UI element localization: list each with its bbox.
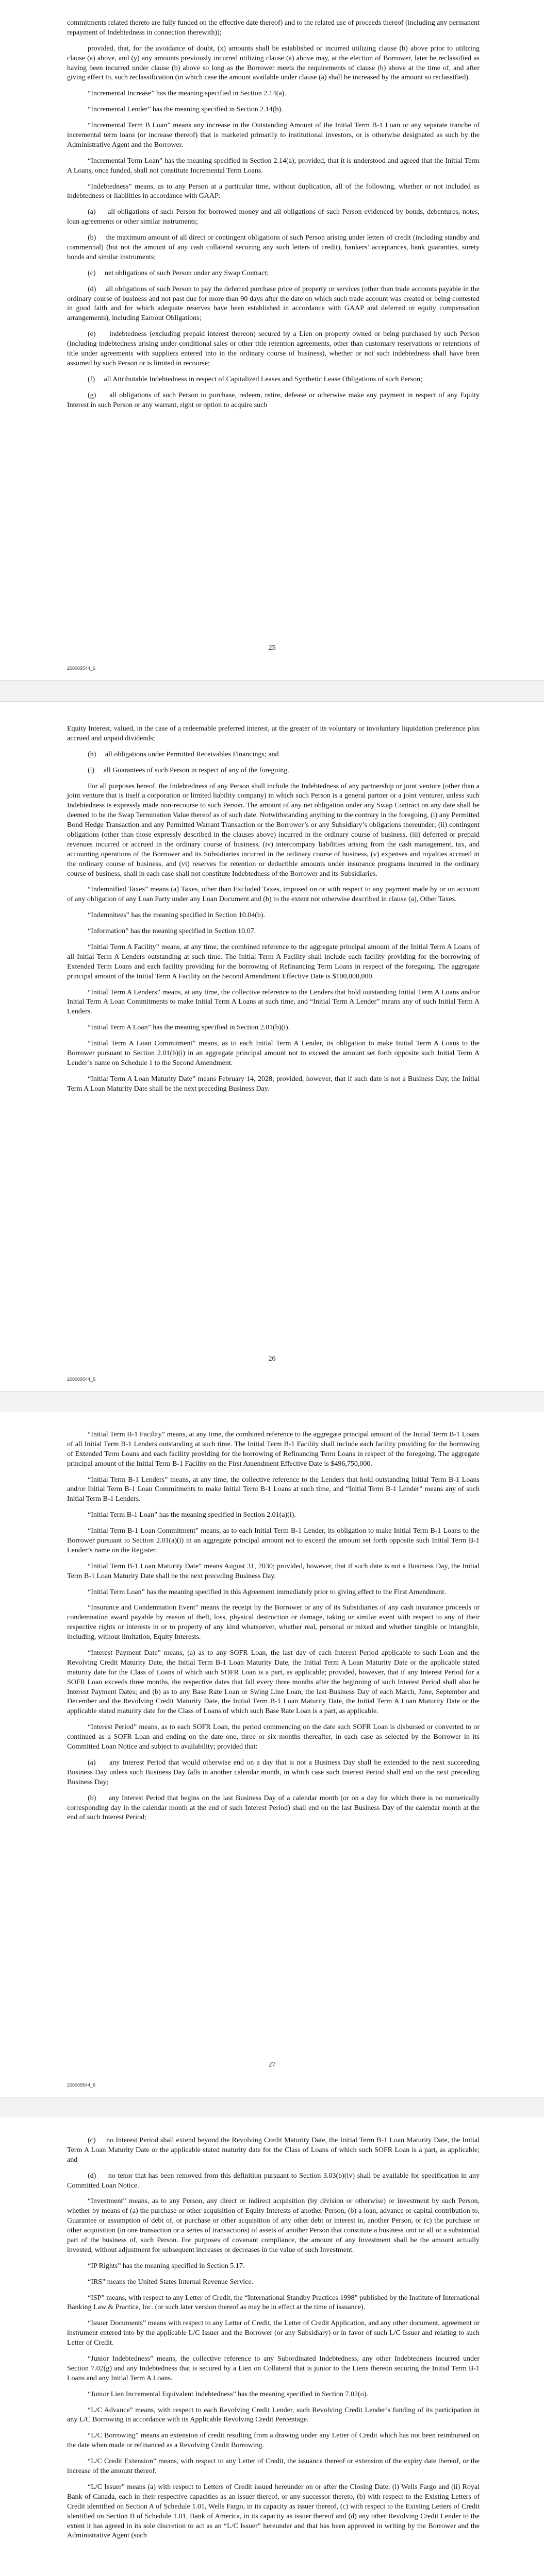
clause-d: (d) no tenor that has been removed from this definition pursuant to Section 3.03(b)(iv) shall be available for specification in any Committed Loan Notice. — [67, 2172, 480, 2190]
clause-c: (c) no Interest Period shall extend beyond the Revolving Credit Maturity Date, the Initial Term B-1 Loan Maturity Date, the Initial Term A Loan Maturity Date or the applicable stated maturity date for the Class of Loans of which such SOFR Loan is a part, as applicable; and — [67, 2137, 480, 2164]
definition-interest-period: “Interest Period” means, as to each SOFR Loan, the period commencing on the date such SOFR Loan is disbursed or converted to or continued as a SOFR Loan and ending on the date one, three or six months thereafter, in each case as selected by the Borrower in its Committed Loan Notice and subject to availability; provided that: — [67, 1723, 480, 1751]
document-page-28 — [0, 2117, 544, 2576]
definition-initial-term-b1-loan-maturity-date: “Initial Term B-1 Loan Maturity Date” means August 31, 2030; provided, however, that if such date is not a Business Day, the Initial Term B-1 Loan Maturity Date shall be the next preceding Business Day. — [67, 1562, 480, 1580]
definition-initial-term-a-loan: “Initial Term A Loan” has the meaning specified in Section 2.01(b)(i). — [88, 1024, 290, 1032]
clause-e: (e) indebtedness (excluding prepaid interest thereon) secured by a Lien on property owned or being purchased by such Person (including indebtedness arising under conditional sales or other title retention agreements, other than customary reservations or retentions of title under agreements with suppliers entered into in the ordinary course of business), whether or not such indebtedness shall have been assumed by such Person or is limited in recourse; — [67, 330, 480, 367]
definition-lc-credit-extension: “L/C Credit Extension” means, with respect to any Letter of Credit, the issuance thereof or extension of the expiry date thereof, or the increase of the amount thereof. — [67, 2458, 480, 2476]
definition-junior-indebtedness: “Junior Indebtedness” means, the collective reference to any Subordinated Indebtedness, any other Indebtedness incurred under Section 7.02(g) and any Indebtedness that is secured by a Lien on Collateral that is junior to the Liens thereon securing the Initial Term B-1 Loans and any Initial Term A Loans. — [67, 2355, 480, 2382]
definition-lc-borrowing: “L/C Borrowing” means an extension of credit resulting from a drawing under any Letter of Credit which has not been reimbursed on the date when made or refinanced as a Revolving Credit Borrowing. — [67, 2432, 480, 2450]
definition-interest-payment-date: “Interest Payment Date” means, (a) as to any SOFR Loan, the last day of each Interest Period applicable to such Loan and the Revolving Credit Maturity Date, the Initial Term B-1 Loan Maturity Date, the Initial Term A Loan Maturity Date or the applicable stated maturity date for the Class of Loans of which such SOFR Loan is a part, as applicable; provided, however, that if any Interest Period for a SOFR Loan exceeds three months, the respective dates that fall every three months after the beginning of such Interest Period shall also be Interest Payment Dates; and (b) as to any Base Rate Loan or Swing Line Loan, the last Business Day of each March, June, September and December and the Revolving Credit Maturity Date, the Initial Term B-1 Loan Maturity Date, the Initial Term A Loan Maturity Date or the applicable stated maturity date for the Class of Loans of which such Base Rate Loan is a part, as applicable. — [67, 1649, 480, 1716]
definition-initial-term-b1-facility: “Initial Term B-1 Facility” means, at any time, the combined reference to the aggregate principal amount of the Initial Term B-1 Loans of all Initial Term B-1 Lenders outstanding at such time. The Initial Term B-1 Facility shall include each facility providing for the borrowing of Extended Term Loans and each facility providing for the borrowing of Refinancing Term Loans in respect of the foregoing. The aggregate principal amount of the Initial Term B-1 Facility on the First Amendment Effective Date is $496,750,000. — [67, 1431, 480, 1468]
definition-initial-term-b1-loan: “Initial Term B-1 Loan” has the meaning specified in Section 2.01(a)(i). — [88, 1511, 296, 1519]
definition-indebtedness: “Indebtedness” means, as to any Person at a particular time, without duplication, all of the following, whether or not included as indebtedness or liabilities in accordance with GAAP: — [67, 182, 480, 200]
document-page-27 — [0, 1412, 544, 2097]
definition-initial-term-a-loan-maturity-date: “Initial Term A Loan Maturity Date” means February 14, 2028; provided, however, that if such date is not a Business Day, the Initial Term A Loan Maturity Date shall be the next preceding Business Day. — [67, 1075, 480, 1093]
paragraph: For all purposes hereof, the Indebtedness of any Person shall include the Indebtedness of any partnership or joint venture (other than a joint venture that is itself a corporation or limited liability company) in which such Person is a general partner or a joint venturer, unless such Indebtedness is expressly made non-recourse to such Person. The amount of any net obligation under any Swap Contract on any date shall be deemed to be the Swap Termination Value thereof as of such date. Notwithstanding anything to the contrary in the foregoing, (i) any Permitted Bond Hedge Transaction and any Permitted Warrant Transaction or the Borrower’s or any Subsidiary’s obligations thereunder; (ii) contingent obligations (other than those expressly described in the clauses above) incurred in the ordinary course of business, (iii) deferred or prepaid revenues incurred or accrued in the ordinary course of business, (iv) intercompany liabilities arising from the cash management, tax, and accounting operations of the Borrower and its Subsidiaries incurred in the ordinary course of business, (v) expenses and royalties accrued in the ordinary course of business, and (vi) reserves for retention or deductible amounts under insurance programs incurred in the ordinary course of business, shall in each case shall not constitute Indebtedness of the Borrower and its Subsidiaries. — [67, 782, 480, 878]
definition-initial-term-loan: “Initial Term Loan” has the meaning specified in this Agreement immediately prior to giving effect to the First Amendment. — [88, 1588, 446, 1596]
page-body — [67, 1430, 480, 1829]
clause-f: (f) all Attributable Indebtedness in respect of Capitalized Leases and Synthetic Lease Obligations of such Person; — [88, 375, 422, 383]
definition-initial-term-b1-lenders: “Initial Term B-1 Lenders” means, at any time, the collective reference to the Lenders that hold outstanding Initial Term B-1 Loans and/or Initial Term B-1 Loan Commitments to make Initial Term B-1 Loans at such time, and “Initial Term B-1 Lender” means any of such Initial Term B-1 Lenders. — [67, 1476, 480, 1503]
definition-investment: “Investment” means, as to any Person, any direct or indirect acquisition (by division or otherwise) or investment by such Person, whether by means of (a) the purchase or other acquisition of Equity Interests of another Person, (b) a loan, advance or capital contribution to, Guarantee or assumption of debt of, or purchase or other acquisition of any other debt or interest in, another Person, or (c) the purchase or other acquisition (in one transaction or a series of transactions) of assets of another Person that constitute a business unit or all or a substantial part of the business of, such Person. For purposes of covenant compliance, the amount of any Investment shall be the amount actually invested, without adjustment for subsequent increases or decreases in the value of such Investment. — [67, 2197, 480, 2254]
document-id: 208009544_6 — [67, 1377, 96, 1382]
clause-a: (a) any Interest Period that would otherwise end on a day that is not a Business Day shall be extended to the next succeeding Business Day unless such Business Day falls in another calendar month, in which case such Interest Period shall end on the next preceding Business Day; — [67, 1758, 480, 1786]
paragraph: commitments related thereto are fully funded on the effective date thereof) and to the related use of proceeds thereof (including any permanent repayment of Indebtedness in connection therewith)); — [67, 19, 480, 37]
page-body — [67, 2136, 480, 2547]
definition-initial-term-a-lenders: “Initial Term A Lenders” means, at any time, the collective reference to the Lenders that hold outstanding Initial Term A Loans and/or Initial Term A Loan Commitments to make Initial Term A Loans at such time, and “Initial Term A Lender” means any of such Initial Term A Lenders. — [67, 988, 480, 1016]
definition-isp: “ISP” means, with respect to any Letter of Credit, the “International Standby Practices 1998” published by the Institute of International Banking Law & Practice, Inc. (or such later version thereof as may be in effect at the time of issuance). — [67, 2294, 480, 2312]
definition-issuer-documents: “Issuer Documents” means with respect to any Letter of Credit, the Letter of Credit Application, and any other document, agreement or instrument entered into by the applicable L/C Issuer and the Borrower (or any Subsidiary) or in favor of such L/C Issuer and relating to such Letter of Credit. — [67, 2319, 480, 2347]
definition-initial-term-a-facility: “Initial Term A Facility” means, at any time, the combined reference to the aggregate principal amount of the Initial Term A Loans of all Initial Term A Lenders outstanding at such time. The Initial Term A Facility shall include each facility providing for the borrowing of Extended Term Loans and each facility providing for the borrowing of Refinancing Term Loans in respect of the foregoing. The aggregate principal amount of the Initial Term A Facility on the Second Amendment Effective Date is $100,000,000. — [67, 943, 480, 980]
clause-b: (b) any Interest Period that begins on the last Business Day of a calendar month (or on a day for which there is no numerically corresponding day in the calendar month at the end of such Interest Period) shall end on the last Business Day of the calendar month at the end of such Interest Period; — [67, 1794, 480, 1822]
definition-indemnified-taxes: “Indemnified Taxes” means (a) Taxes, other than Excluded Taxes, imposed on or with respect to any payment made by or on account of any obligation of any Loan Party under any Loan Document and (b) to the extent not otherwise described in clause (a), Other Taxes. — [67, 886, 480, 904]
definition-incremental-increase: “Incremental Increase” has the meaning specified in Section 2.14(a). — [88, 90, 286, 98]
clause-h: (h) all obligations under Permitted Receivables Financings; and — [88, 750, 279, 758]
definition-lc-issuer: “L/C Issuer” means (a) with respect to Letters of Credit issued hereunder on or after the Closing Date, (i) Wells Fargo and (ii) Royal Bank of Canada, each in their respective capacities as an issuer thereof, or any successor thereto, (b) with respect to the Existing Letters of Credit identified on Section A of Schedule 1.01, Wells Fargo, in its capacity as issuer thereof, (c) with respect to the Existing Letters of Credit identified on Section B of Schedule 1.01, Bank of America, in its capacity as issuer thereof and (d) any other Revolving Credit Lender to the extent it has agreed in its sole discretion to act as an “L/C Issuer” hereunder and that has been approved in writing by the Borrower and the Administrative Agent (such — [67, 2483, 480, 2540]
definition-ip-rights: “IP Rights” has the meaning specified in Section 5.17. — [88, 2262, 245, 2270]
page-body — [67, 724, 480, 1100]
document-page-25 — [0, 0, 544, 680]
page-number: 27 — [268, 2061, 276, 2069]
definition-initial-term-b1-loan-commitment: “Initial Term B-1 Loan Commitment” means, as to each Initial Term B-1 Lender, its obligation to make Initial Term B-1 Loans to the Borrower pursuant to Section 2.01(a)(i) in an aggregate principal amount not to exceed the amount set forth opposite such Initial Term B-1 Lender’s name on the Register. — [67, 1527, 480, 1554]
document-page-26 — [0, 706, 544, 1391]
page-separator — [0, 680, 544, 702]
definition-information: “Information” has the meaning specified in Section 10.07. — [88, 927, 256, 936]
definition-incremental-term-b-loan: “Incremental Term B Loan” means any increase in the Outstanding Amount of the Initial Term B-1 Loan or any separate tranche of incremental term loans (or increase thereof) that is marketed primarily to institutional investors, or is otherwise designated as such by the Administrative Agent and the Borrower. — [67, 122, 480, 149]
clause-i: (i) all Guarantees of such Person in respect of any of the foregoing. — [88, 766, 289, 774]
definition-initial-term-a-loan-commitment: “Initial Term A Loan Commitment” means, as to each Initial Term A Lender, its obligation to make Initial Term A Loans to the Borrower pursuant to Section 2.01(b)(i) in an aggregate principal amount not to exceed the amount set forth opposite such Initial Term A Lender’s name on Schedule 1 to the Second Amendment. — [67, 1040, 480, 1067]
definition-insurance-and-condemnation-event: “Insurance and Condemnation Event” means the receipt by the Borrower or any of its Subsidiaries of any cash insurance proceeds or condemnation award payable by reason of theft, loss, physical destruction or damage, taking or similar event with respect to any of their respective rights or interests in or to property of any kind whatsoever, whether real, personal or mixed and whether tangible or intangible, including, without limitation, Equity Interests. — [67, 1604, 480, 1641]
definition-irs: “IRS” means the United States Internal Revenue Service. — [88, 2278, 254, 2286]
definition-junior-lien-incremental: “Junior Lien Incremental Equivalent Indebtedness” has the meaning specified in Section 7.02(o). — [88, 2390, 368, 2398]
definition-lc-advance: “L/C Advance” means, with respect to each Revolving Credit Lender, such Revolving Credit Lender’s funding of its participation in any L/C Borrowing in accordance with its Applicable Revolving Credit Percentage. — [67, 2406, 480, 2424]
page-separator — [0, 1391, 544, 1413]
clause-b: (b) the maximum amount of all direct or contingent obligations of such Person arising under letters of credit (including standby and commercial) (but not the amount of any cash collateral securing any such letters of credit), bankers’ acceptances, bank guaranties, surety bonds and similar instruments; — [67, 234, 480, 261]
document-id: 208009544_6 — [67, 666, 96, 671]
paragraph: Equity Interest, valued, in the case of a redeemable preferred interest, at the greater of its voluntary or involuntary liquidation preference plus accrued and unpaid dividends; — [67, 725, 480, 742]
definition-incremental-lender: “Incremental Lender” has the meaning specified in Section 2.14(b). — [88, 106, 283, 114]
clause-d: (d) all obligations of such Person to pay the deferred purchase price of property or services (other than trade accounts payable in the ordinary course of business and not past due for more than 90 days after the date on which such trade account was created or being contested in good faith and for which adequate reserves have been established in accordance with GAAP and deferred or equity compensation arrangements), including Earnout Obligations; — [67, 285, 480, 323]
page-separator — [0, 2097, 544, 2119]
clause-a: (a) all obligations of such Person for borrowed money and all obligations of such Person evidenced by bonds, debentures, notes, loan agreements or other similar instruments; — [67, 208, 480, 226]
definition-incremental-term-loan: “Incremental Term Loan” has the meaning specified in Section 2.14(a); provided, that it is understood and agreed that the Initial Term A Loans, once funded, shall not constitute Incremental Term Loans. — [67, 157, 480, 175]
definition-indemnitees: “Indemnitees” has the meaning specified in Section 10.04(b). — [88, 911, 266, 920]
paragraph: provided, that, for the avoidance of doubt, (x) amounts shall be established or incurred utilizing clause (b) above prior to utilizing clause (a) above, and (y) any amounts previously incurred utilizing clause (a) above may, at the election of Borrower, later be reclassified as having been incurred under clause (b) above so long as the Borrower meets the requirements of clause (b) above at the time of, and after giving effect to, such reclassification (in which case the amount available under clause (a) shall be increased by the amount so reclassified). — [67, 44, 480, 82]
clause-c: (c) net obligations of such Person under any Swap Contract; — [88, 269, 269, 277]
page-number: 26 — [268, 1355, 276, 1363]
clause-g: (g) all obligations of such Person to purchase, redeem, retire, defease or otherwise make any payment in respect of any Equity Interest in such Person or any warrant, right or option to acquire such — [67, 391, 480, 409]
document-id: 208009544_6 — [67, 2082, 96, 2088]
page-number: 25 — [268, 644, 276, 652]
page-body — [67, 19, 480, 417]
